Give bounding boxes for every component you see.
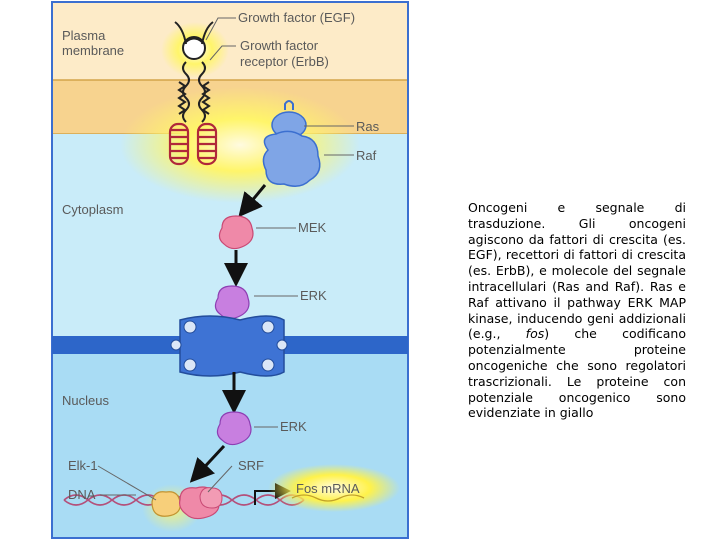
diagram-panel [52, 2, 408, 538]
mek-kinase [219, 216, 253, 249]
label-dna: DNA [68, 487, 96, 502]
label-receptor-2: receptor (ErbB) [240, 54, 329, 69]
label-srf: SRF [238, 458, 264, 473]
caption-text [468, 200, 686, 421]
raf-protein [263, 131, 319, 186]
label-raf: Raf [356, 148, 377, 163]
egf-ligand [183, 37, 205, 59]
label-receptor-1: Growth factor [240, 38, 319, 53]
label-mek: MEK [298, 220, 327, 235]
label-cytoplasm: Cytoplasm [62, 202, 124, 217]
caption-part-2: ) che codificano potenzialmente proteine oncogeniche che sono regolatori trascrizionali. Le proteine con potenziale oncogenico sono evidenziate in giallo [468, 326, 686, 421]
caption-italic: fos [525, 326, 545, 342]
erk-cytoplasm-kinase [215, 286, 249, 319]
label-growth-factor: Growth factor (EGF) [238, 10, 356, 25]
erk-nucleus-kinase [217, 412, 251, 445]
label-plasma-membrane-1: Plasma [62, 28, 106, 43]
label-erk-nucleus: ERK [280, 419, 307, 434]
caption-part-1: Oncogeni e segnale di trasduzione. Gli oncogeni agiscono da fattori di crescita (es. EGF), recettori di fattori di crescita (es. ErbB), e molecole del segnale intracellulari (Ras and Raf). Ras e Raf attivano il pathway ERK MAP kinase, inducendo geni addizionali (e.g., [468, 200, 686, 342]
label-fos-mrna: Fos mRNA [296, 481, 360, 496]
label-elk1: Elk-1 [68, 458, 98, 473]
label-ras: Ras [356, 119, 380, 134]
label-nucleus: Nucleus [62, 393, 109, 408]
label-plasma-membrane-2: membrane [62, 43, 125, 58]
elk1-factor [152, 492, 180, 517]
label-erk-cytoplasm: ERK [300, 288, 327, 303]
receptor-highlight-glow [120, 87, 360, 203]
